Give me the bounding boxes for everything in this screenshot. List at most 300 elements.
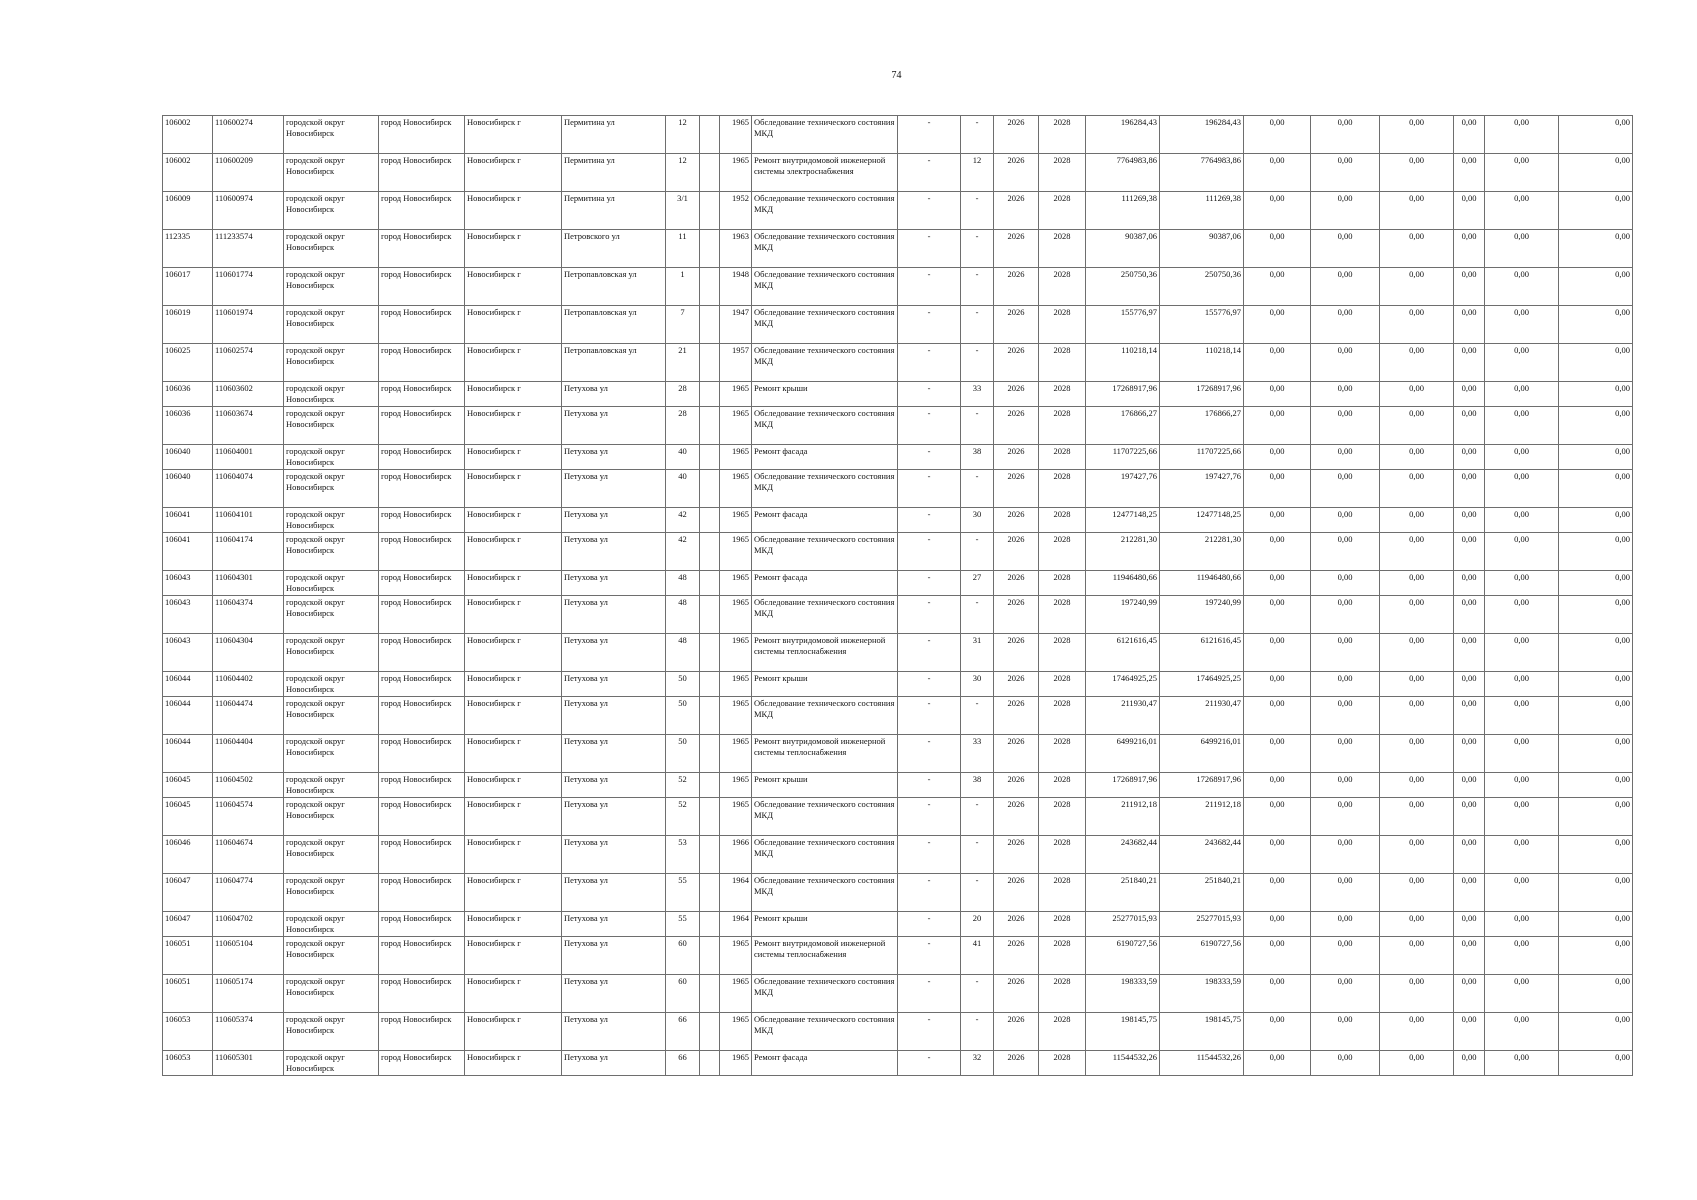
table-row (163, 306, 1633, 344)
street-cell: Петухова ул (562, 836, 666, 874)
amount-cell: 0,00 (1311, 306, 1380, 344)
row-id: 110605374 (213, 1013, 284, 1051)
amount-cell: 0,00 (1559, 470, 1633, 508)
house-cell: 60 (666, 975, 700, 1013)
work-type-cell: Обследование технического состояния МКД (752, 306, 898, 344)
row-id: 110604702 (213, 912, 284, 937)
table-row (163, 735, 1633, 773)
total-cost-cell: 6499216,01 (1086, 735, 1160, 773)
year-cell: 1965 (720, 735, 752, 773)
volume-cell: 41 (961, 937, 994, 975)
building-cell (700, 571, 720, 596)
volume-cell: - (961, 533, 994, 571)
amount-cell: 0,00 (1559, 697, 1633, 735)
year-cell: 1965 (720, 975, 752, 1013)
table-row (163, 445, 1633, 470)
table-row (163, 344, 1633, 382)
amount-cell: 0,00 (1380, 154, 1454, 192)
end-year-cell: 2028 (1039, 533, 1086, 571)
street-cell: Петухова ул (562, 1051, 666, 1076)
amount-cell: 0,00 (1244, 382, 1311, 407)
year-cell: 1952 (720, 192, 752, 230)
fund-cost-cell: 11946480,66 (1160, 571, 1244, 596)
amount-cell: 0,00 (1311, 508, 1380, 533)
year-cell: 1964 (720, 874, 752, 912)
row-id: 110603674 (213, 407, 284, 445)
row-code: 106044 (163, 735, 213, 773)
volume-cell: - (961, 836, 994, 874)
row-id: 110604474 (213, 697, 284, 735)
fund-cost-cell: 198333,59 (1160, 975, 1244, 1013)
total-cost-cell: 6190727,56 (1086, 937, 1160, 975)
amount-cell: 0,00 (1244, 508, 1311, 533)
fund-cost-cell: 6121616,45 (1160, 634, 1244, 672)
total-cost-cell: 198333,59 (1086, 975, 1160, 1013)
total-cost-cell: 250750,36 (1086, 268, 1160, 306)
amount-cell: 0,00 (1485, 230, 1559, 268)
amount-cell: 0,00 (1380, 697, 1454, 735)
city-cell: Новосибирск г (465, 407, 562, 445)
amount-cell: 0,00 (1559, 306, 1633, 344)
total-cost-cell: 7764983,86 (1086, 154, 1160, 192)
row-code: 106009 (163, 192, 213, 230)
amount-cell: 0,00 (1311, 697, 1380, 735)
amount-cell: 0,00 (1244, 1051, 1311, 1076)
row-code: 106053 (163, 1051, 213, 1076)
house-cell: 28 (666, 382, 700, 407)
fund-cost-cell: 197240,99 (1160, 596, 1244, 634)
fund-cost-cell: 251840,21 (1160, 874, 1244, 912)
city-cell: Новосибирск г (465, 268, 562, 306)
year-cell: 1965 (720, 634, 752, 672)
volume-cell: - (961, 192, 994, 230)
amount-cell: 0,00 (1380, 672, 1454, 697)
fund-cost-cell: 155776,97 (1160, 306, 1244, 344)
amount-cell: 0,00 (1311, 672, 1380, 697)
amount-cell: 0,00 (1454, 874, 1485, 912)
locality-cell: город Новосибирск (379, 533, 465, 571)
row-id: 110604001 (213, 445, 284, 470)
street-cell: Петухова ул (562, 596, 666, 634)
amount-cell: 0,00 (1311, 1013, 1380, 1051)
table-row (163, 116, 1633, 154)
total-cost-cell: 17268917,96 (1086, 382, 1160, 407)
work-type-cell: Обследование технического состояния МКД (752, 1013, 898, 1051)
amount-cell: 0,00 (1380, 382, 1454, 407)
row-code: 106036 (163, 407, 213, 445)
municipality-cell: городской округ Новосибирск (284, 268, 379, 306)
amount-cell: 0,00 (1380, 596, 1454, 634)
locality-cell: город Новосибирск (379, 445, 465, 470)
row-id: 110601774 (213, 268, 284, 306)
building-cell (700, 836, 720, 874)
city-cell: Новосибирск г (465, 874, 562, 912)
table-row (163, 596, 1633, 634)
building-cell (700, 154, 720, 192)
amount-cell: 0,00 (1380, 912, 1454, 937)
amount-cell: 0,00 (1559, 937, 1633, 975)
work-type-cell: Обследование технического состояния МКД (752, 975, 898, 1013)
building-cell (700, 268, 720, 306)
amount-cell: 0,00 (1380, 116, 1454, 154)
city-cell: Новосибирск г (465, 445, 562, 470)
house-cell: 50 (666, 735, 700, 773)
total-cost-cell: 17268917,96 (1086, 773, 1160, 798)
municipality-cell: городской округ Новосибирск (284, 230, 379, 268)
year-cell: 1965 (720, 1013, 752, 1051)
volume-cell: - (961, 306, 994, 344)
work-type-cell: Ремонт внутридомовой инженерной системы электроснабжения (752, 154, 898, 192)
row-id: 110604174 (213, 533, 284, 571)
building-cell (700, 192, 720, 230)
amount-cell: 0,00 (1454, 798, 1485, 836)
work-type-cell: Обследование технического состояния МКД (752, 407, 898, 445)
amount-cell: 0,00 (1559, 672, 1633, 697)
building-cell (700, 470, 720, 508)
start-year-cell: 2026 (994, 508, 1039, 533)
start-year-cell: 2026 (994, 874, 1039, 912)
street-cell: Петухова ул (562, 912, 666, 937)
amount-cell: 0,00 (1244, 533, 1311, 571)
municipality-cell: городской округ Новосибирск (284, 672, 379, 697)
total-cost-cell: 198145,75 (1086, 1013, 1160, 1051)
work-type-cell: Обследование технического состояния МКД (752, 192, 898, 230)
amount-cell: 0,00 (1380, 230, 1454, 268)
house-cell: 12 (666, 154, 700, 192)
city-cell: Новосибирск г (465, 192, 562, 230)
row-code: 106044 (163, 697, 213, 735)
city-cell: Новосибирск г (465, 508, 562, 533)
table-row (163, 937, 1633, 975)
amount-cell: 0,00 (1485, 874, 1559, 912)
house-cell: 42 (666, 533, 700, 571)
house-cell: 28 (666, 407, 700, 445)
amount-cell: 0,00 (1485, 268, 1559, 306)
end-year-cell: 2028 (1039, 975, 1086, 1013)
total-cost-cell: 25277015,93 (1086, 912, 1160, 937)
page-number: 74 (891, 70, 902, 81)
house-cell: 60 (666, 937, 700, 975)
table-row (163, 975, 1633, 1013)
unit-cell: - (898, 773, 961, 798)
locality-cell: город Новосибирск (379, 230, 465, 268)
street-cell: Петухова ул (562, 445, 666, 470)
start-year-cell: 2026 (994, 634, 1039, 672)
city-cell: Новосибирск г (465, 735, 562, 773)
fund-cost-cell: 6190727,56 (1160, 937, 1244, 975)
volume-cell: - (961, 874, 994, 912)
amount-cell: 0,00 (1311, 344, 1380, 382)
row-code: 112335 (163, 230, 213, 268)
table-row (163, 634, 1633, 672)
amount-cell: 0,00 (1559, 382, 1633, 407)
amount-cell: 0,00 (1380, 571, 1454, 596)
house-cell: 66 (666, 1051, 700, 1076)
total-cost-cell: 12477148,25 (1086, 508, 1160, 533)
row-id: 110605104 (213, 937, 284, 975)
row-id: 110604304 (213, 634, 284, 672)
fund-cost-cell: 196284,43 (1160, 116, 1244, 154)
locality-cell: город Новосибирск (379, 596, 465, 634)
row-code: 106044 (163, 672, 213, 697)
street-cell: Пермитина ул (562, 192, 666, 230)
amount-cell: 0,00 (1454, 735, 1485, 773)
unit-cell: - (898, 836, 961, 874)
amount-cell: 0,00 (1559, 975, 1633, 1013)
volume-cell: 30 (961, 508, 994, 533)
table-row (163, 672, 1633, 697)
building-cell (700, 798, 720, 836)
city-cell: Новосибирск г (465, 1013, 562, 1051)
city-cell: Новосибирск г (465, 672, 562, 697)
amount-cell: 0,00 (1380, 874, 1454, 912)
volume-cell: - (961, 975, 994, 1013)
amount-cell: 0,00 (1485, 470, 1559, 508)
end-year-cell: 2028 (1039, 773, 1086, 798)
locality-cell: город Новосибирск (379, 407, 465, 445)
total-cost-cell: 176866,27 (1086, 407, 1160, 445)
total-cost-cell: 17464925,25 (1086, 672, 1160, 697)
volume-cell: - (961, 697, 994, 735)
unit-cell: - (898, 116, 961, 154)
locality-cell: город Новосибирск (379, 773, 465, 798)
end-year-cell: 2028 (1039, 798, 1086, 836)
row-id: 110604502 (213, 773, 284, 798)
amount-cell: 0,00 (1559, 912, 1633, 937)
amount-cell: 0,00 (1244, 672, 1311, 697)
municipality-cell: городской округ Новосибирск (284, 571, 379, 596)
amount-cell: 0,00 (1380, 508, 1454, 533)
locality-cell: город Новосибирск (379, 268, 465, 306)
row-id: 110604574 (213, 798, 284, 836)
city-cell: Новосибирск г (465, 697, 562, 735)
total-cost-cell: 212281,30 (1086, 533, 1160, 571)
amount-cell: 0,00 (1485, 154, 1559, 192)
amount-cell: 0,00 (1244, 268, 1311, 306)
amount-cell: 0,00 (1454, 268, 1485, 306)
end-year-cell: 2028 (1039, 192, 1086, 230)
row-id: 110600274 (213, 116, 284, 154)
end-year-cell: 2028 (1039, 836, 1086, 874)
municipality-cell: городской округ Новосибирск (284, 798, 379, 836)
amount-cell: 0,00 (1454, 230, 1485, 268)
municipality-cell: городской округ Новосибирск (284, 533, 379, 571)
amount-cell: 0,00 (1454, 571, 1485, 596)
fund-cost-cell: 212281,30 (1160, 533, 1244, 571)
year-cell: 1965 (720, 798, 752, 836)
city-cell: Новосибирск г (465, 230, 562, 268)
amount-cell: 0,00 (1559, 773, 1633, 798)
volume-cell: - (961, 230, 994, 268)
volume-cell: 30 (961, 672, 994, 697)
street-cell: Петухова ул (562, 874, 666, 912)
building-cell (700, 874, 720, 912)
table-row (163, 874, 1633, 912)
amount-cell: 0,00 (1559, 874, 1633, 912)
end-year-cell: 2028 (1039, 344, 1086, 382)
amount-cell: 0,00 (1244, 697, 1311, 735)
total-cost-cell: 197240,99 (1086, 596, 1160, 634)
start-year-cell: 2026 (994, 268, 1039, 306)
amount-cell: 0,00 (1485, 533, 1559, 571)
total-cost-cell: 11544532,26 (1086, 1051, 1160, 1076)
amount-cell: 0,00 (1380, 773, 1454, 798)
table-row (163, 1051, 1633, 1076)
unit-cell: - (898, 306, 961, 344)
total-cost-cell: 155776,97 (1086, 306, 1160, 344)
street-cell: Петухова ул (562, 735, 666, 773)
amount-cell: 0,00 (1311, 407, 1380, 445)
volume-cell: 27 (961, 571, 994, 596)
fund-cost-cell: 176866,27 (1160, 407, 1244, 445)
amount-cell: 0,00 (1454, 773, 1485, 798)
end-year-cell: 2028 (1039, 912, 1086, 937)
amount-cell: 0,00 (1244, 407, 1311, 445)
amount-cell: 0,00 (1485, 382, 1559, 407)
end-year-cell: 2028 (1039, 470, 1086, 508)
row-id: 110601974 (213, 306, 284, 344)
amount-cell: 0,00 (1311, 937, 1380, 975)
unit-cell: - (898, 571, 961, 596)
municipality-cell: городской округ Новосибирск (284, 116, 379, 154)
house-cell: 48 (666, 571, 700, 596)
municipality-cell: городской округ Новосибирск (284, 937, 379, 975)
row-code: 106047 (163, 912, 213, 937)
amount-cell: 0,00 (1454, 912, 1485, 937)
table-row (163, 192, 1633, 230)
row-id: 110605174 (213, 975, 284, 1013)
city-cell: Новосибирск г (465, 1051, 562, 1076)
work-type-cell: Обследование технического состояния МКД (752, 836, 898, 874)
row-code: 106051 (163, 937, 213, 975)
start-year-cell: 2026 (994, 937, 1039, 975)
municipality-cell: городской округ Новосибирск (284, 773, 379, 798)
unit-cell: - (898, 268, 961, 306)
amount-cell: 0,00 (1380, 836, 1454, 874)
work-type-cell: Обследование технического состояния МКД (752, 116, 898, 154)
row-id: 110600209 (213, 154, 284, 192)
row-code: 106053 (163, 1013, 213, 1051)
year-cell: 1965 (720, 937, 752, 975)
amount-cell: 0,00 (1454, 596, 1485, 634)
house-cell: 55 (666, 874, 700, 912)
work-type-cell: Ремонт фасада (752, 508, 898, 533)
amount-cell: 0,00 (1380, 268, 1454, 306)
amount-cell: 0,00 (1244, 836, 1311, 874)
work-type-cell: Ремонт внутридомовой инженерной системы теплоснабжения (752, 937, 898, 975)
row-id: 110604374 (213, 596, 284, 634)
amount-cell: 0,00 (1244, 192, 1311, 230)
amount-cell: 0,00 (1244, 634, 1311, 672)
amount-cell: 0,00 (1244, 445, 1311, 470)
end-year-cell: 2028 (1039, 1013, 1086, 1051)
amount-cell: 0,00 (1485, 306, 1559, 344)
locality-cell: город Новосибирск (379, 344, 465, 382)
amount-cell: 0,00 (1311, 798, 1380, 836)
amount-cell: 0,00 (1485, 407, 1559, 445)
end-year-cell: 2028 (1039, 634, 1086, 672)
amount-cell: 0,00 (1380, 937, 1454, 975)
row-id: 110600974 (213, 192, 284, 230)
row-id: 110604074 (213, 470, 284, 508)
building-cell (700, 230, 720, 268)
unit-cell: - (898, 672, 961, 697)
end-year-cell: 2028 (1039, 445, 1086, 470)
fund-cost-cell: 211930,47 (1160, 697, 1244, 735)
amount-cell: 0,00 (1311, 116, 1380, 154)
locality-cell: город Новосибирск (379, 836, 465, 874)
locality-cell: город Новосибирск (379, 192, 465, 230)
building-cell (700, 1013, 720, 1051)
house-cell: 55 (666, 912, 700, 937)
house-cell: 42 (666, 508, 700, 533)
amount-cell: 0,00 (1380, 735, 1454, 773)
end-year-cell: 2028 (1039, 268, 1086, 306)
table-row (163, 154, 1633, 192)
table-row (163, 268, 1633, 306)
house-cell: 1 (666, 268, 700, 306)
amount-cell: 0,00 (1380, 533, 1454, 571)
amount-cell: 0,00 (1485, 773, 1559, 798)
row-code: 106043 (163, 634, 213, 672)
locality-cell: город Новосибирск (379, 508, 465, 533)
work-type-cell: Ремонт крыши (752, 912, 898, 937)
amount-cell: 0,00 (1380, 1051, 1454, 1076)
start-year-cell: 2026 (994, 975, 1039, 1013)
row-code: 106043 (163, 571, 213, 596)
row-id: 111233574 (213, 230, 284, 268)
amount-cell: 0,00 (1559, 508, 1633, 533)
amount-cell: 0,00 (1380, 798, 1454, 836)
amount-cell: 0,00 (1244, 230, 1311, 268)
total-cost-cell: 251840,21 (1086, 874, 1160, 912)
start-year-cell: 2026 (994, 192, 1039, 230)
amount-cell: 0,00 (1485, 912, 1559, 937)
fund-cost-cell: 198145,75 (1160, 1013, 1244, 1051)
year-cell: 1965 (720, 116, 752, 154)
table-row (163, 508, 1633, 533)
row-id: 110602574 (213, 344, 284, 382)
total-cost-cell: 111269,38 (1086, 192, 1160, 230)
end-year-cell: 2028 (1039, 672, 1086, 697)
amount-cell: 0,00 (1485, 192, 1559, 230)
year-cell: 1965 (720, 596, 752, 634)
fund-cost-cell: 25277015,93 (1160, 912, 1244, 937)
unit-cell: - (898, 1013, 961, 1051)
start-year-cell: 2026 (994, 596, 1039, 634)
unit-cell: - (898, 407, 961, 445)
amount-cell: 0,00 (1311, 975, 1380, 1013)
amount-cell: 0,00 (1311, 470, 1380, 508)
amount-cell: 0,00 (1559, 230, 1633, 268)
locality-cell: город Новосибирск (379, 634, 465, 672)
table-row (163, 533, 1633, 571)
table-row (163, 836, 1633, 874)
year-cell: 1964 (720, 912, 752, 937)
end-year-cell: 2028 (1039, 571, 1086, 596)
house-cell: 40 (666, 445, 700, 470)
year-cell: 1965 (720, 571, 752, 596)
year-cell: 1965 (720, 697, 752, 735)
locality-cell: город Новосибирск (379, 470, 465, 508)
building-cell (700, 407, 720, 445)
year-cell: 1965 (720, 533, 752, 571)
total-cost-cell: 196284,43 (1086, 116, 1160, 154)
amount-cell: 0,00 (1559, 445, 1633, 470)
total-cost-cell: 211930,47 (1086, 697, 1160, 735)
end-year-cell: 2028 (1039, 937, 1086, 975)
building-cell (700, 697, 720, 735)
